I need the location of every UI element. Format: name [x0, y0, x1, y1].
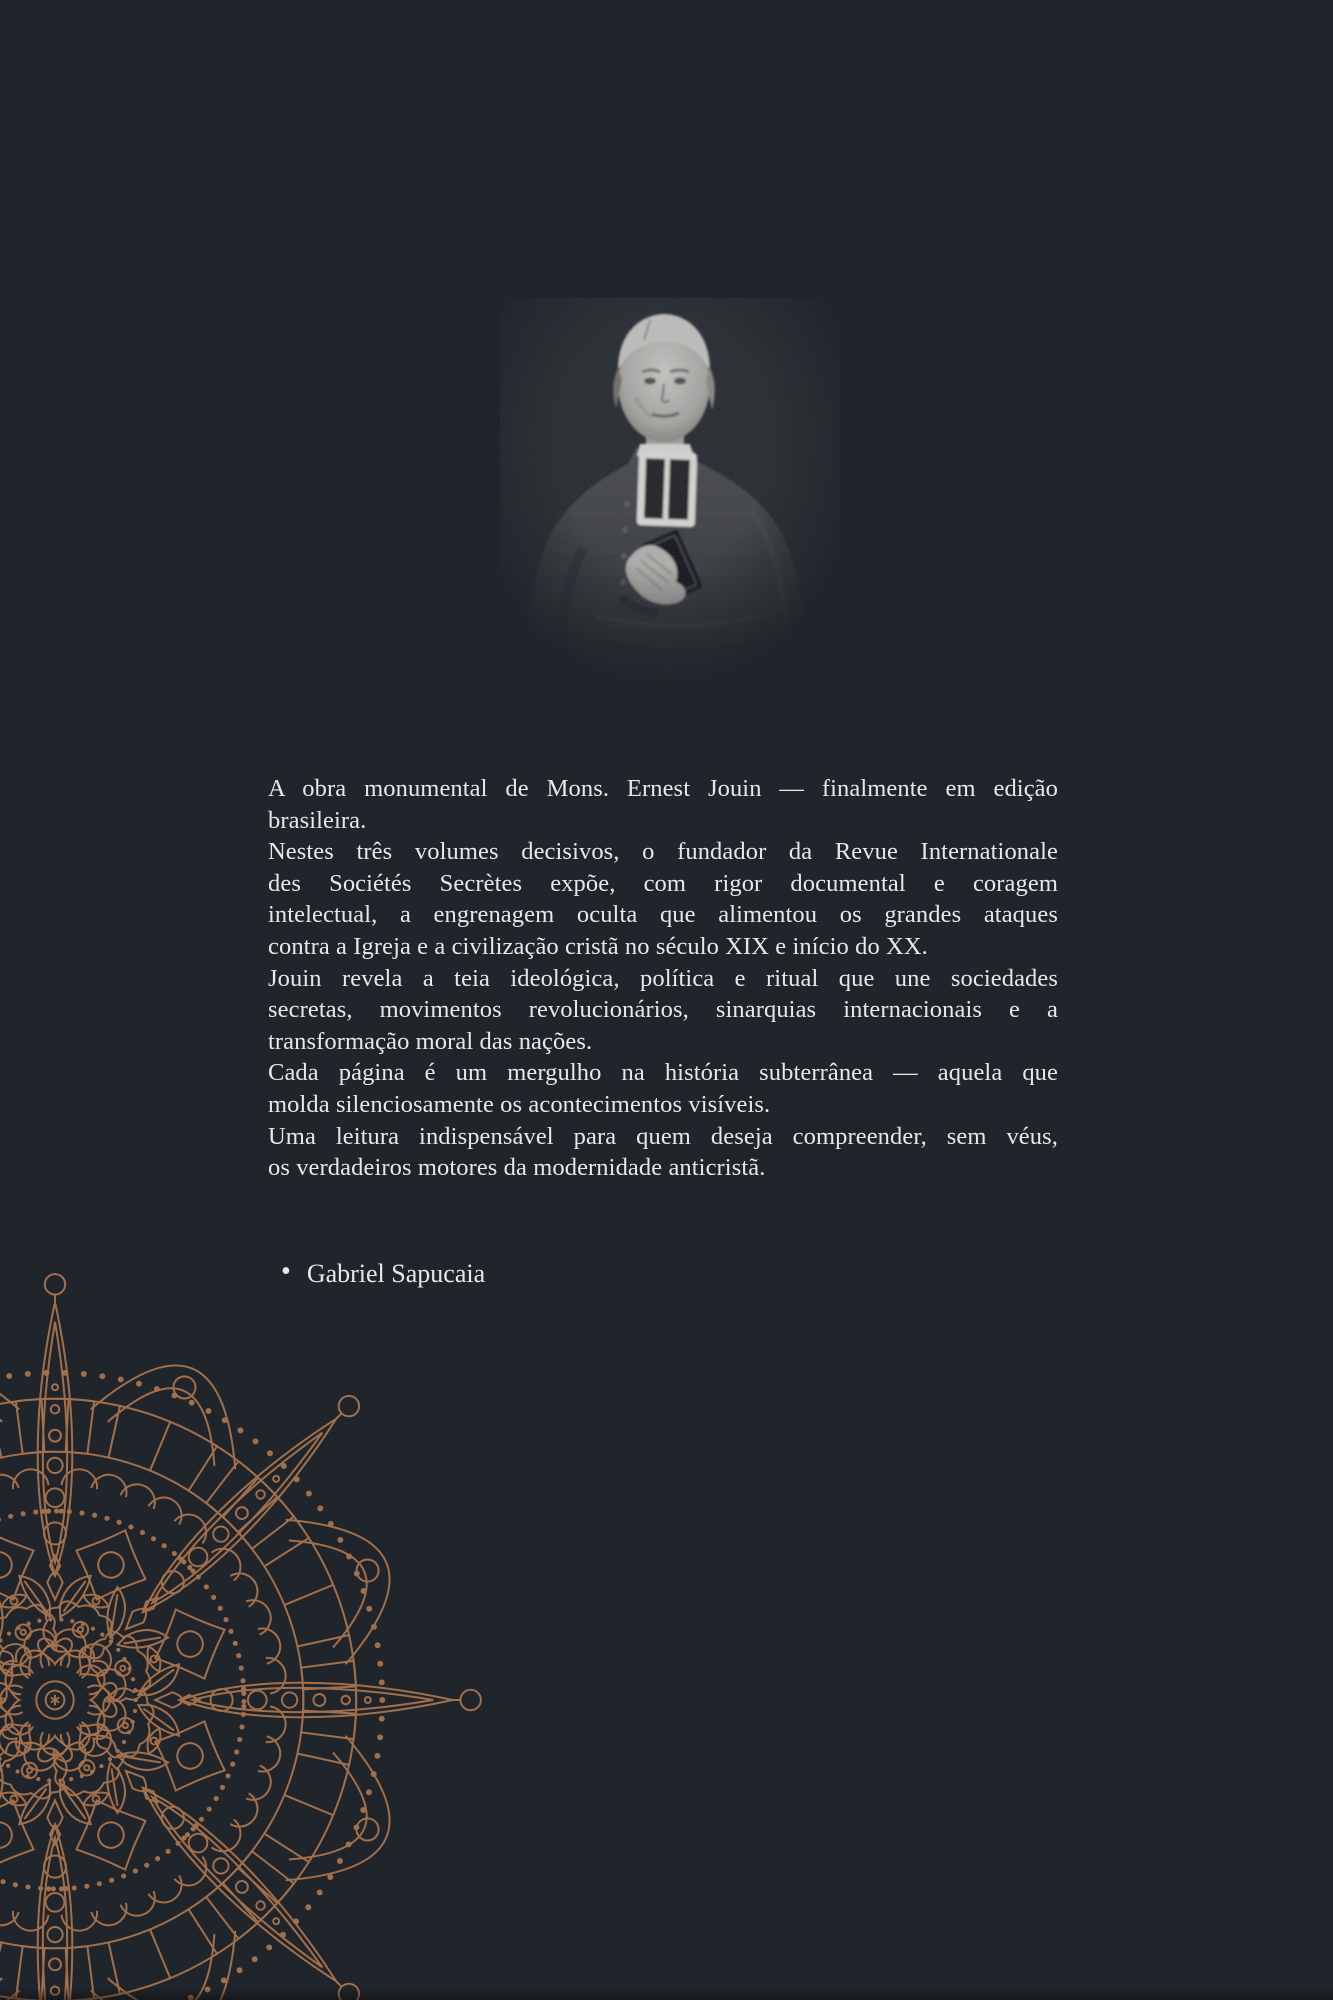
book-description	[268, 773, 1058, 1184]
description-line: Uma leitura indispensável para quem deseja compreender, sem véus,	[268, 1122, 1058, 1150]
description-line: brasileira.	[268, 806, 367, 834]
description-line: Jouin revela a teia ideológica, política e ritual que une sociedades	[268, 964, 1058, 992]
description-line: transformação moral das nações.	[268, 1027, 593, 1055]
author-name: Gabriel Sapucaia	[306, 1259, 486, 1288]
description-line: intelectual, a engrenagem oculta que alimentou os grandes ataques	[268, 901, 1058, 929]
description-line: Cada página é um mergulho na história subterrânea — aquela que	[268, 1059, 1058, 1087]
description-line: A obra monumental de Mons. Ernest Jouin — finalmente em edição	[268, 775, 1058, 802]
description-line: des Sociétés Secrètes expõe, com rigor documental e coragem	[268, 869, 1058, 897]
mandala-ornament	[0, 1150, 605, 2000]
description-line: os verdadeiros motores da modernidade anticristã.	[268, 1154, 766, 1182]
ernest-jouin-portrait-photo	[500, 298, 840, 698]
description-line: molda silenciosamente os acontecimentos visíveis.	[268, 1090, 771, 1118]
description-line: secretas, movimentos revolucionários, sinarquias internacionais e a	[268, 996, 1058, 1024]
bottom-shade	[0, 1988, 1333, 2000]
description-line: Nestes três volumes decisivos, o fundador da Revue Internationale	[268, 838, 1058, 866]
description-line: contra a Igreja e a civilização cristã no século XIX e início do XX.	[268, 932, 928, 960]
bullet-icon: •	[281, 1256, 291, 1287]
